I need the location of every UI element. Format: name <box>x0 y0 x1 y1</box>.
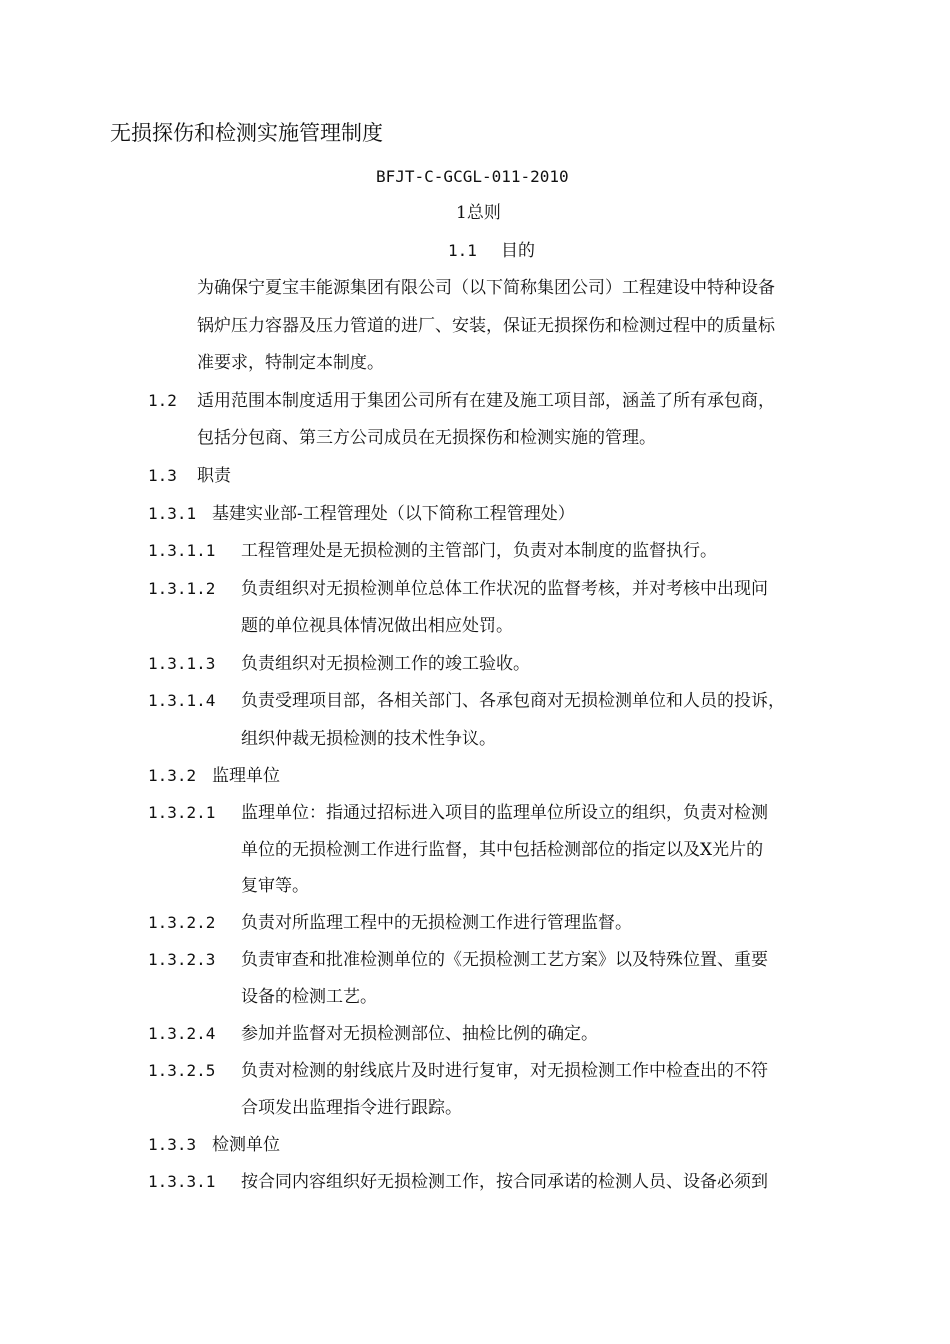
paragraph-line: 准要求，特制定本制度。 <box>197 353 384 373</box>
paragraph-line: 适用范围本制度适用于集团公司所有在建及施工项目部，涵盖了所有承包商， <box>197 391 775 411</box>
section-number: 1.3 <box>148 466 177 485</box>
item-text: 按合同内容组织好无损检测工作，按合同承诺的检测人员、设备必须到 <box>241 1172 768 1192</box>
item-text: 负责对所监理工程中的无损检测工作进行管理监督。 <box>241 913 632 933</box>
item-text: 负责对检测的射线底片及时进行复审，对无损检测工作中检查出的不符 <box>241 1061 768 1081</box>
section-number: 1.3.2 <box>148 766 197 785</box>
section-label: 目的 <box>501 241 535 261</box>
document-code: BFJT-C-GCGL-011-2010 <box>376 167 569 186</box>
paragraph-line: 包括分包商、第三方公司成员在无损探伤和检测实施的管理。 <box>197 428 656 448</box>
item-number: 1.3.1.4 <box>148 691 216 710</box>
item-text: 单位的无损检测工作进行监督，其中包括检测部位的指定以及X光片的 <box>241 840 764 860</box>
item-number: 1.3.2.2 <box>148 913 216 932</box>
item-text: 负责受理项目部，各相关部门、各承包商对无损检测单位和人员的投诉， <box>241 691 785 711</box>
section-label: 职责 <box>197 466 231 486</box>
paragraph-line: 为确保宁夏宝丰能源集团有限公司（以下简称集团公司）工程建设中特种设备 <box>197 278 775 298</box>
item-text: 监理单位：指通过招标进入项目的监理单位所设立的组织，负责对检测 <box>241 803 768 823</box>
section-label: 监理单位 <box>212 766 280 786</box>
item-number: 1.3.1.2 <box>148 579 216 598</box>
document-title: 无损探伤和检测实施管理制度 <box>110 121 383 145</box>
section-label: 基建实业部-工程管理处（以下简称工程管理处） <box>212 504 575 524</box>
section-number: 1.2 <box>148 391 177 410</box>
chapter-heading: 1总则 <box>456 203 501 223</box>
item-text: 组织仲裁无损检测的技术性争议。 <box>241 729 496 749</box>
section-number: 1.3.1 <box>148 504 197 523</box>
section-number: 1.3.3 <box>148 1135 197 1154</box>
item-number: 1.3.2.5 <box>148 1061 216 1080</box>
item-number: 1.3.2.4 <box>148 1024 216 1043</box>
item-text: 工程管理处是无损检测的主管部门，负责对本制度的监督执行。 <box>241 541 717 561</box>
item-number: 1.3.2.1 <box>148 803 216 822</box>
item-number: 1.3.3.1 <box>148 1172 216 1191</box>
item-text: 参加并监督对无损检测部位、抽检比例的确定。 <box>241 1024 598 1044</box>
item-text: 负责组织对无损检测单位总体工作状况的监督考核，并对考核中出现问 <box>241 579 768 599</box>
item-text: 负责审查和批准检测单位的《无损检测工艺方案》以及特殊位置、重要 <box>241 950 768 970</box>
item-number: 1.3.1.1 <box>148 541 216 560</box>
item-text: 合项发出监理指令进行跟踪。 <box>241 1098 462 1118</box>
item-number: 1.3.2.3 <box>148 950 216 969</box>
item-text: 复审等。 <box>241 876 309 896</box>
item-text: 设备的检测工艺。 <box>241 987 377 1007</box>
section-label: 检测单位 <box>212 1135 280 1155</box>
paragraph-line: 锅炉压力容器及压力管道的进厂、安装，保证无损探伤和检测过程中的质量标 <box>197 316 775 336</box>
item-text: 负责组织对无损检测工作的竣工验收。 <box>241 654 530 674</box>
item-number: 1.3.1.3 <box>148 654 216 673</box>
section-number: 1.1 <box>448 241 477 260</box>
item-text: 题的单位视具体情况做出相应处罚。 <box>241 616 513 636</box>
